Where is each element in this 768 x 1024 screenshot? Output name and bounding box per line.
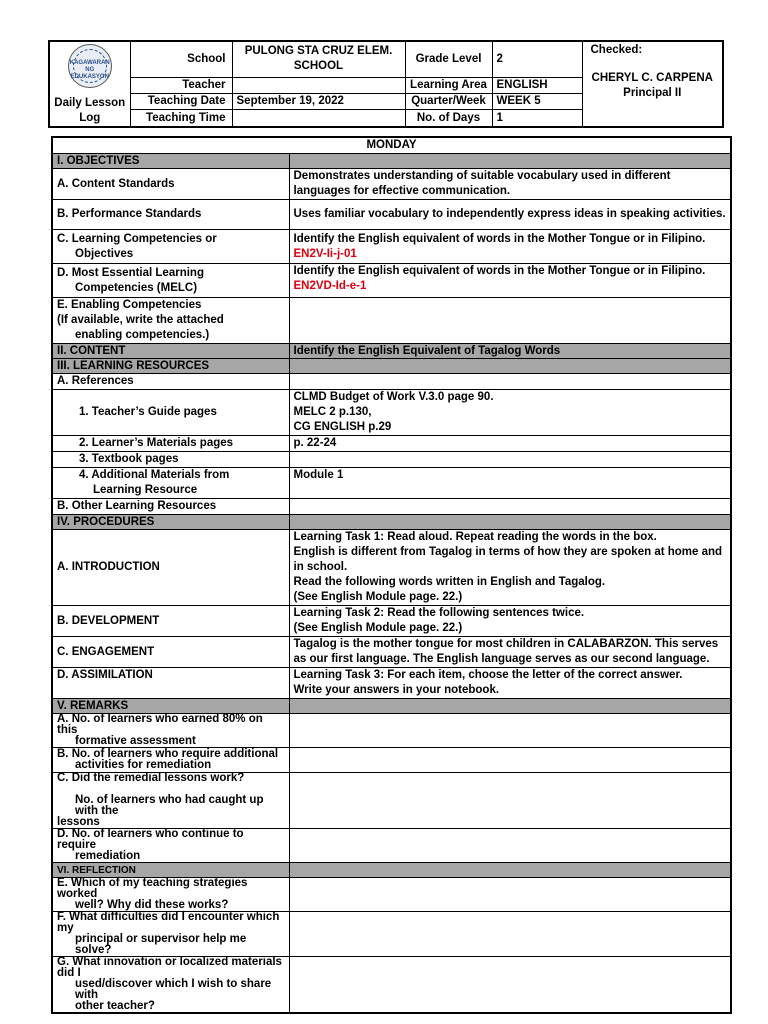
engagement-value: Tagalog is the mother tongue for most children in CALABARZON. This serves as our first language. The English language serves as our second language. <box>289 637 731 668</box>
lm-pages-value: p. 22-24 <box>289 436 731 452</box>
school-value: PULONG STA CRUZ ELEM. SCHOOL <box>232 41 405 77</box>
introduction-label: A. INTRODUCTION <box>52 530 289 606</box>
area-value: ENGLISH <box>492 77 582 93</box>
checker-name: CHERYL C. CARPENA <box>591 72 713 84</box>
reflection-heading: VI. REFLECTION <box>52 863 289 878</box>
remarks-heading: V. REMARKS <box>52 699 289 714</box>
time-label: Teaching Time <box>130 110 232 127</box>
reflection-e-value <box>289 878 731 912</box>
time-value <box>232 110 405 127</box>
area-label: Learning Area <box>405 77 492 93</box>
remarks-d-label: D. No. of learners who continue to require remediation <box>52 829 289 863</box>
engagement-label: C. ENGAGEMENT <box>52 637 289 668</box>
enabling-competencies-label: E. Enabling Competencies (If available, write the attached enabling competencies.) <box>52 298 289 344</box>
school-label: School <box>130 41 232 77</box>
objectives-heading: I. OBJECTIVES <box>52 154 289 169</box>
quarter-label: Quarter/Week <box>405 94 492 110</box>
development-value: Learning Task 2: Read the following sentences twice. (See English Module page. 22.) <box>289 606 731 637</box>
checked-cell <box>582 41 723 127</box>
teacher-value <box>232 77 405 93</box>
introduction-value: Learning Task 1: Read aloud. Repeat reading the words in the box. English is different from Tagalog in terms of how they are spoken at home and in school. Read the following words written in English and Tagalog. (See English Module page. 22.) <box>289 530 731 606</box>
additional-materials-label: 4. Additional Materials from Learning Resource <box>52 468 289 499</box>
reflection-g-value <box>289 957 731 1014</box>
melc-code: EN2VD-Id-e-1 <box>293 280 367 292</box>
logo-cell <box>49 41 130 127</box>
melc-label: D. Most Essential Learning Competencies (MELC) <box>52 264 289 298</box>
remarks-c-value <box>289 773 731 829</box>
remarks-d-value <box>289 829 731 863</box>
content-standards-label: A. Content Standards <box>52 169 289 200</box>
other-resources-label: B. Other Learning Resources <box>52 499 289 515</box>
grade-label: Grade Level <box>405 41 492 77</box>
checked-label: Checked: <box>590 44 643 56</box>
content-standards-value: Demonstrates understanding of suitable vocabulary used in different languages for effective communication. <box>289 169 731 200</box>
content-value: Identify the English Equivalent of Tagalog Words <box>289 344 731 359</box>
date-value: September 19, 2022 <box>232 94 405 110</box>
resources-heading: III. LEARNING RESOURCES <box>52 359 289 374</box>
lesson-table <box>51 136 732 1014</box>
quarter-value: WEEK 5 <box>492 94 582 110</box>
reflection-e-label: E. Which of my teaching strategies worked well? Why did these works? <box>52 878 289 912</box>
procedures-heading: IV. PROCEDURES <box>52 515 289 530</box>
checker-title: Principal II <box>623 87 682 99</box>
reflection-f-value <box>289 912 731 957</box>
development-label: B. DEVELOPMENT <box>52 606 289 637</box>
date-label: Teaching Date <box>130 94 232 110</box>
melc-value: Identify the English equivalent of words in the Mother Tongue or in Filipino. EN2VD-Id-e-1 <box>289 264 731 298</box>
performance-standards-label: B. Performance Standards <box>52 200 289 230</box>
assimilation-label: D. ASSIMILATION <box>52 668 289 699</box>
other-resources-value <box>289 499 731 515</box>
references-label: A. References <box>52 374 289 390</box>
tg-pages-label: 1. Teacher’s Guide pages <box>52 390 289 436</box>
textbook-pages-label: 3. Textbook pages <box>52 452 289 468</box>
performance-standards-value: Uses familiar vocabulary to independently express ideas in speaking activities. <box>289 200 731 230</box>
header-table <box>48 40 724 128</box>
teacher-label: Teacher <box>130 77 232 93</box>
remarks-b-value <box>289 748 731 773</box>
reflection-f-label: F. What difficulties did I encounter which my principal or supervisor help me solve? <box>52 912 289 957</box>
content-heading: II. CONTENT <box>52 344 289 359</box>
tg-pages-value: CLMD Budget of Work V.3.0 page 90. MELC 2 p.130, CG ENGLISH p.29 <box>289 390 731 436</box>
doc-title: Daily Lesson Log <box>54 97 126 124</box>
remarks-a-value <box>289 714 731 748</box>
grade-value: 2 <box>492 41 582 77</box>
lm-pages-label: 2. Learner’s Materials pages <box>52 436 289 452</box>
days-value: 1 <box>492 110 582 127</box>
remarks-c-label: C. Did the remedial lessons work? No. of learners who had caught up with the lessons <box>52 773 289 829</box>
reflection-g-label: G. What innovation or localized materials did I used/discover which I wish to share with other teacher? <box>52 957 289 1014</box>
competencies-label: C. Learning Competencies or Objectives <box>52 230 289 264</box>
textbook-pages-value <box>289 452 731 468</box>
additional-materials-value: Module 1 <box>289 468 731 499</box>
remarks-b-label: B. No. of learners who require additional activities for remediation <box>52 748 289 773</box>
deped-seal-icon: KAGAWARAN NG EDUKASYON <box>68 44 112 88</box>
remarks-a-label: A. No. of learners who earned 80% on this formative assessment <box>52 714 289 748</box>
day-header: MONDAY <box>52 137 731 154</box>
enabling-competencies-value <box>289 298 731 344</box>
competency-code: EN2V-Ii-j-01 <box>293 247 357 260</box>
days-label: No. of Days <box>405 110 492 127</box>
assimilation-value: Learning Task 3: For each item, choose the letter of the correct answer. Write your answers in your notebook. <box>289 668 731 699</box>
competencies-value: Identify the English equivalent of words in the Mother Tongue or in Filipino. EN2V-Ii-j-01 <box>289 230 731 264</box>
